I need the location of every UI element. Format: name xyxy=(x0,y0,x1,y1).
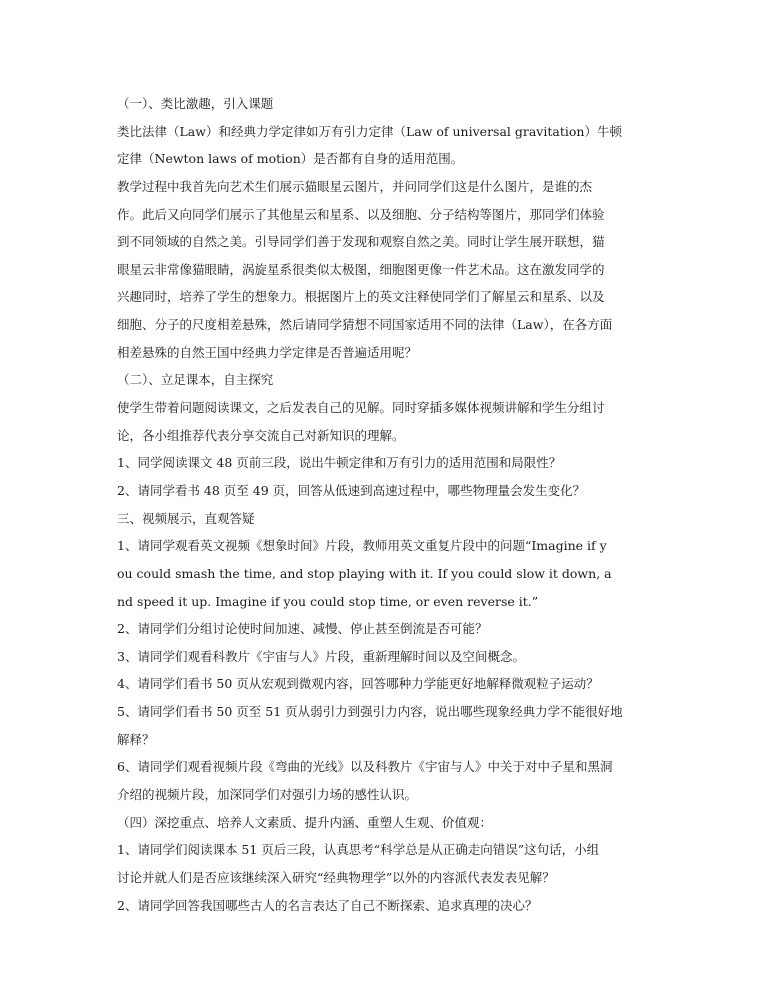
list-item-continuation: nd speed it up. Imagine if you could stop time, or even reverse it.” xyxy=(117,593,539,609)
list-item: 1、请同学们阅读课本 51 页后三段，认真思考“科学总是从正确走向错误”这句话，小组 xyxy=(117,842,600,858)
section-heading-3: 三、视频展示，直观答疑 xyxy=(117,510,255,526)
list-item: 4、请同学们看书 50 页从宏观到微观内容，回答哪种力学能更好地解释微观粒子运动？ xyxy=(117,676,599,692)
list-item-continuation: 讨论并就人们是否应该继续深入研究“经典物理学”以外的内容派代表发表见解？ xyxy=(117,869,555,885)
paragraph-line: 类比法律（Law）和经典力学定律如万有引力定律（Law of universal gravitation）牛顿 xyxy=(117,123,622,139)
list-item: 2、请同学回答我国哪些古人的名言表达了自己不断探索、追求真理的决心？ xyxy=(117,897,538,913)
document-body xyxy=(117,90,657,919)
paragraph-line: 作。此后又向同学们展示了其他星云和星系、以及细胞、分子结构等图片，那同学们体验 xyxy=(117,206,605,222)
paragraph-line: 使学生带着问题阅读课文，之后发表自己的见解。同时穿插多媒体视频讲解和学生分组讨 xyxy=(117,400,605,416)
paragraph-line: 到不同领域的自然之美。引导同学们善于发现和观察自然之美。同时让学生展开联想，猫 xyxy=(117,234,605,250)
paragraph-line: 相差悬殊的自然王国中经典力学定律是否普遍适用呢？ xyxy=(117,344,418,360)
paragraph-line: 定律（Newton laws of motion）是否都有自身的适用范围。 xyxy=(117,151,464,167)
list-item: 3、请同学们观看科教片《宇宙与人》片段，重新理解时间以及空间概念。 xyxy=(117,648,525,664)
list-item: 6、请同学们观看视频片段《弯曲的光线》以及科教片《宇宙与人》中关于对中子星和黑洞 xyxy=(117,759,613,775)
list-item: 1、请同学观看英文视频《想象时间》片段，教师用英文重复片段中的问题“Imagine if y xyxy=(117,538,607,554)
list-item-continuation: 解释？ xyxy=(117,731,155,747)
list-item-continuation: ou could smash the time, and stop playing with it. If you could slow it down, a xyxy=(117,565,612,581)
list-item: 2、请同学看书 48 页至 49 页，回答从低速到高速过程中，哪些物理量会发生变化？ xyxy=(117,482,586,498)
paragraph-line: 论，各小组推荐代表分享交流自己对新知识的理解。 xyxy=(117,427,405,443)
paragraph-line: 细胞、分子的尺度相差悬殊，然后请同学猜想不同国家适用不同的法律（Law），在各方面 xyxy=(117,317,613,333)
section-heading-4: （四）深挖重点、培养人文素质、提升内涵、重塑人生观、价值观： xyxy=(117,814,493,830)
list-item: 5、请同学们看书 50 页至 51 页从弱引力到强引力内容，说出哪些现象经典力学不能很好地 xyxy=(117,704,623,720)
list-item-continuation: 介绍的视频片段，加深同学们对强引力场的感性认识。 xyxy=(117,787,418,803)
list-item: 2、请同学们分组讨论使时间加速、减慢、停止甚至倒流是否可能？ xyxy=(117,621,488,637)
paragraph-line: 教学过程中我首先向艺术生们展示猫眼星云图片，并问同学们这是什么图片，是谁的杰 xyxy=(117,178,593,194)
section-heading-1: （一）、类比激趣，引入课题 xyxy=(117,96,274,111)
paragraph-line: 眼星云非常像猫眼睛，涡旋星系很类似太极图，细胞图更像一件艺术品。这在激发同学的 xyxy=(117,261,605,277)
list-item: 1、同学阅读课文 48 页前三段，说出牛顿定律和万有引力的适用范围和局限性？ xyxy=(117,455,562,471)
section-heading-2: （二）、立足课本，自主探究 xyxy=(117,372,274,388)
paragraph-line: 兴趣同时，培养了学生的想象力。根据图片上的英文注释使同学们了解星云和星系、以及 xyxy=(117,289,605,305)
